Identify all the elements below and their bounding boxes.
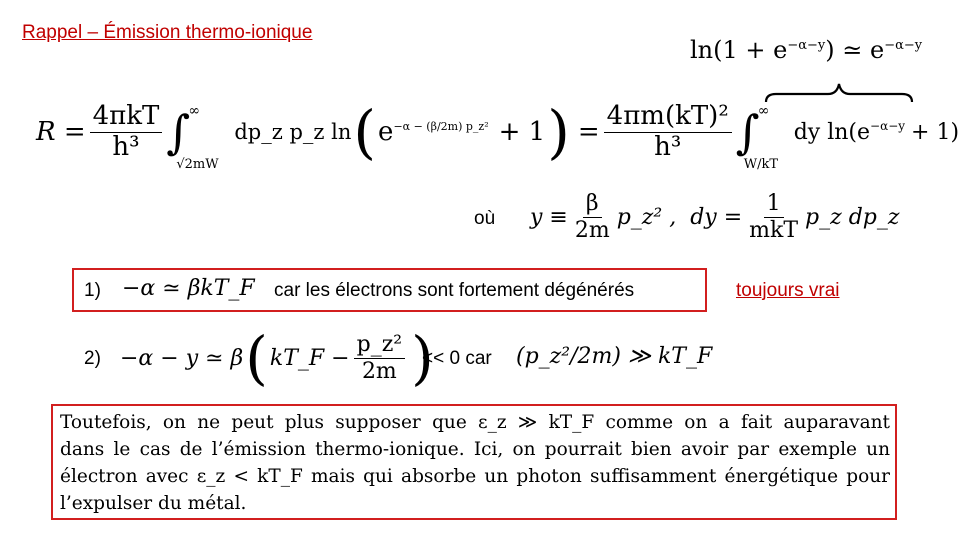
item1-number: 1)	[84, 280, 101, 301]
eq-fraction-1	[90, 102, 163, 163]
paragraph-line-4: l’expulser du métal.	[60, 493, 247, 514]
eq-int1-upper: ∞	[188, 103, 201, 119]
eq-plus-one: + 1	[498, 117, 546, 147]
def-dy-fraction	[746, 191, 801, 243]
def-dy-denominator: mkT	[749, 217, 799, 243]
explanation-paragraph	[60, 409, 890, 517]
approx-lhs-close: )	[825, 36, 835, 64]
main-equation: R = $\frac{\text{4πkT}}{\text{h³}}$ ∫ ∞ √2mW dp_z p_z ln ( e $^{-\alpha - (\beta/2m) p\_z^2}$ + 1 ) = $\frac{\text{4πm(kT)²}}{\text{h³}}$ ∫ ∞ W/kT dy ln(e $^{-\alpha-y}$ + 1)	[36, 98, 960, 172]
def-y-lhs: y ≡	[530, 204, 568, 230]
definition-ou: où	[474, 208, 496, 229]
approx-rhs-exponent: −α−y	[884, 38, 923, 53]
def-y-rest: p_z² ,	[616, 204, 677, 230]
item2-math-lhs: −α − y ≃ β	[120, 345, 244, 371]
eq-exp1-exponent: −α − (β/2m) p_z²	[393, 119, 489, 133]
eq-int1-body: dp_z p_z ln	[234, 120, 352, 144]
item2-frac-numerator: p_z²	[354, 332, 406, 358]
eq-lhs: R =	[36, 117, 86, 147]
eq-int2-lower: W/kT	[743, 157, 779, 172]
paragraph-line-1: Toutefois, on ne peut plus supposer que ε_z ≫ kT_F comme on a fait auparavant	[60, 412, 890, 433]
def-y-fraction	[572, 191, 613, 243]
approx-lhs-exponent: −α−y	[787, 38, 826, 53]
def-y-numerator: β	[583, 191, 602, 217]
eq-integral-1: ∫ ∞ √2mW	[166, 103, 219, 172]
item2-fraction	[354, 332, 406, 384]
item1-note: toujours vrai	[736, 280, 840, 301]
paragraph-line-3: électron avec ε_z < kT_F mais qui absorbe un photon suffisamment énergétique pour	[60, 466, 890, 487]
item2-math: −α − y ≃ β ( kT_F − $\frac{\text{p\_z²}}{2m}$ )	[120, 324, 434, 392]
eq-int2-body: dy ln(e	[793, 119, 871, 145]
eq-equals: =	[577, 117, 600, 147]
eq-exp2-exponent: −α−y	[870, 119, 906, 133]
item2-text: << 0 car	[422, 348, 492, 369]
eq-fraction-2	[604, 102, 732, 163]
approx-relation: ≃	[842, 36, 863, 64]
eq-frac1-numerator: 4πkT	[90, 102, 163, 133]
item2-number: 2)	[84, 348, 101, 369]
item2-paren-inner: kT_F −	[269, 345, 350, 371]
slide-title: Rappel – Émission thermo-ionique	[22, 22, 313, 43]
eq-int1-lower: √2mW	[176, 157, 219, 172]
item2-frac-denominator: 2m	[361, 358, 397, 384]
eq-frac2-numerator: 4πm(kT)²	[604, 102, 732, 133]
item1-text: car les électrons sont fortement dégénérés	[274, 280, 635, 301]
def-y-denominator: 2m	[574, 217, 610, 243]
def-dy-numerator: 1	[764, 191, 784, 217]
eq-int2-end: + 1)	[911, 119, 960, 145]
item1-math: −α ≃ βkT_F	[122, 276, 255, 301]
eq-integral-2: ∫ ∞ W/kT	[735, 103, 779, 172]
eq-exp1-base: e	[378, 117, 394, 147]
def-dy-lhs: dy =	[690, 204, 743, 230]
definition-formula	[530, 186, 899, 248]
approximation-formula	[690, 36, 922, 64]
eq-frac2-denominator: h³	[654, 131, 682, 162]
eq-int2-upper: ∞	[757, 103, 770, 119]
paragraph-line-2: dans le cas de l’émission thermo-ionique. Ici, on pourrait bien avoir par exemple un	[60, 439, 890, 460]
approx-lhs: ln(1 + e	[690, 36, 788, 64]
def-dy-rest: p_z dp_z	[805, 204, 900, 230]
eq-frac1-denominator: h³	[112, 131, 140, 162]
approx-rhs: e	[870, 36, 885, 64]
item2-math-rhs: (p_z²/2m) ≫ kT_F	[516, 344, 713, 369]
